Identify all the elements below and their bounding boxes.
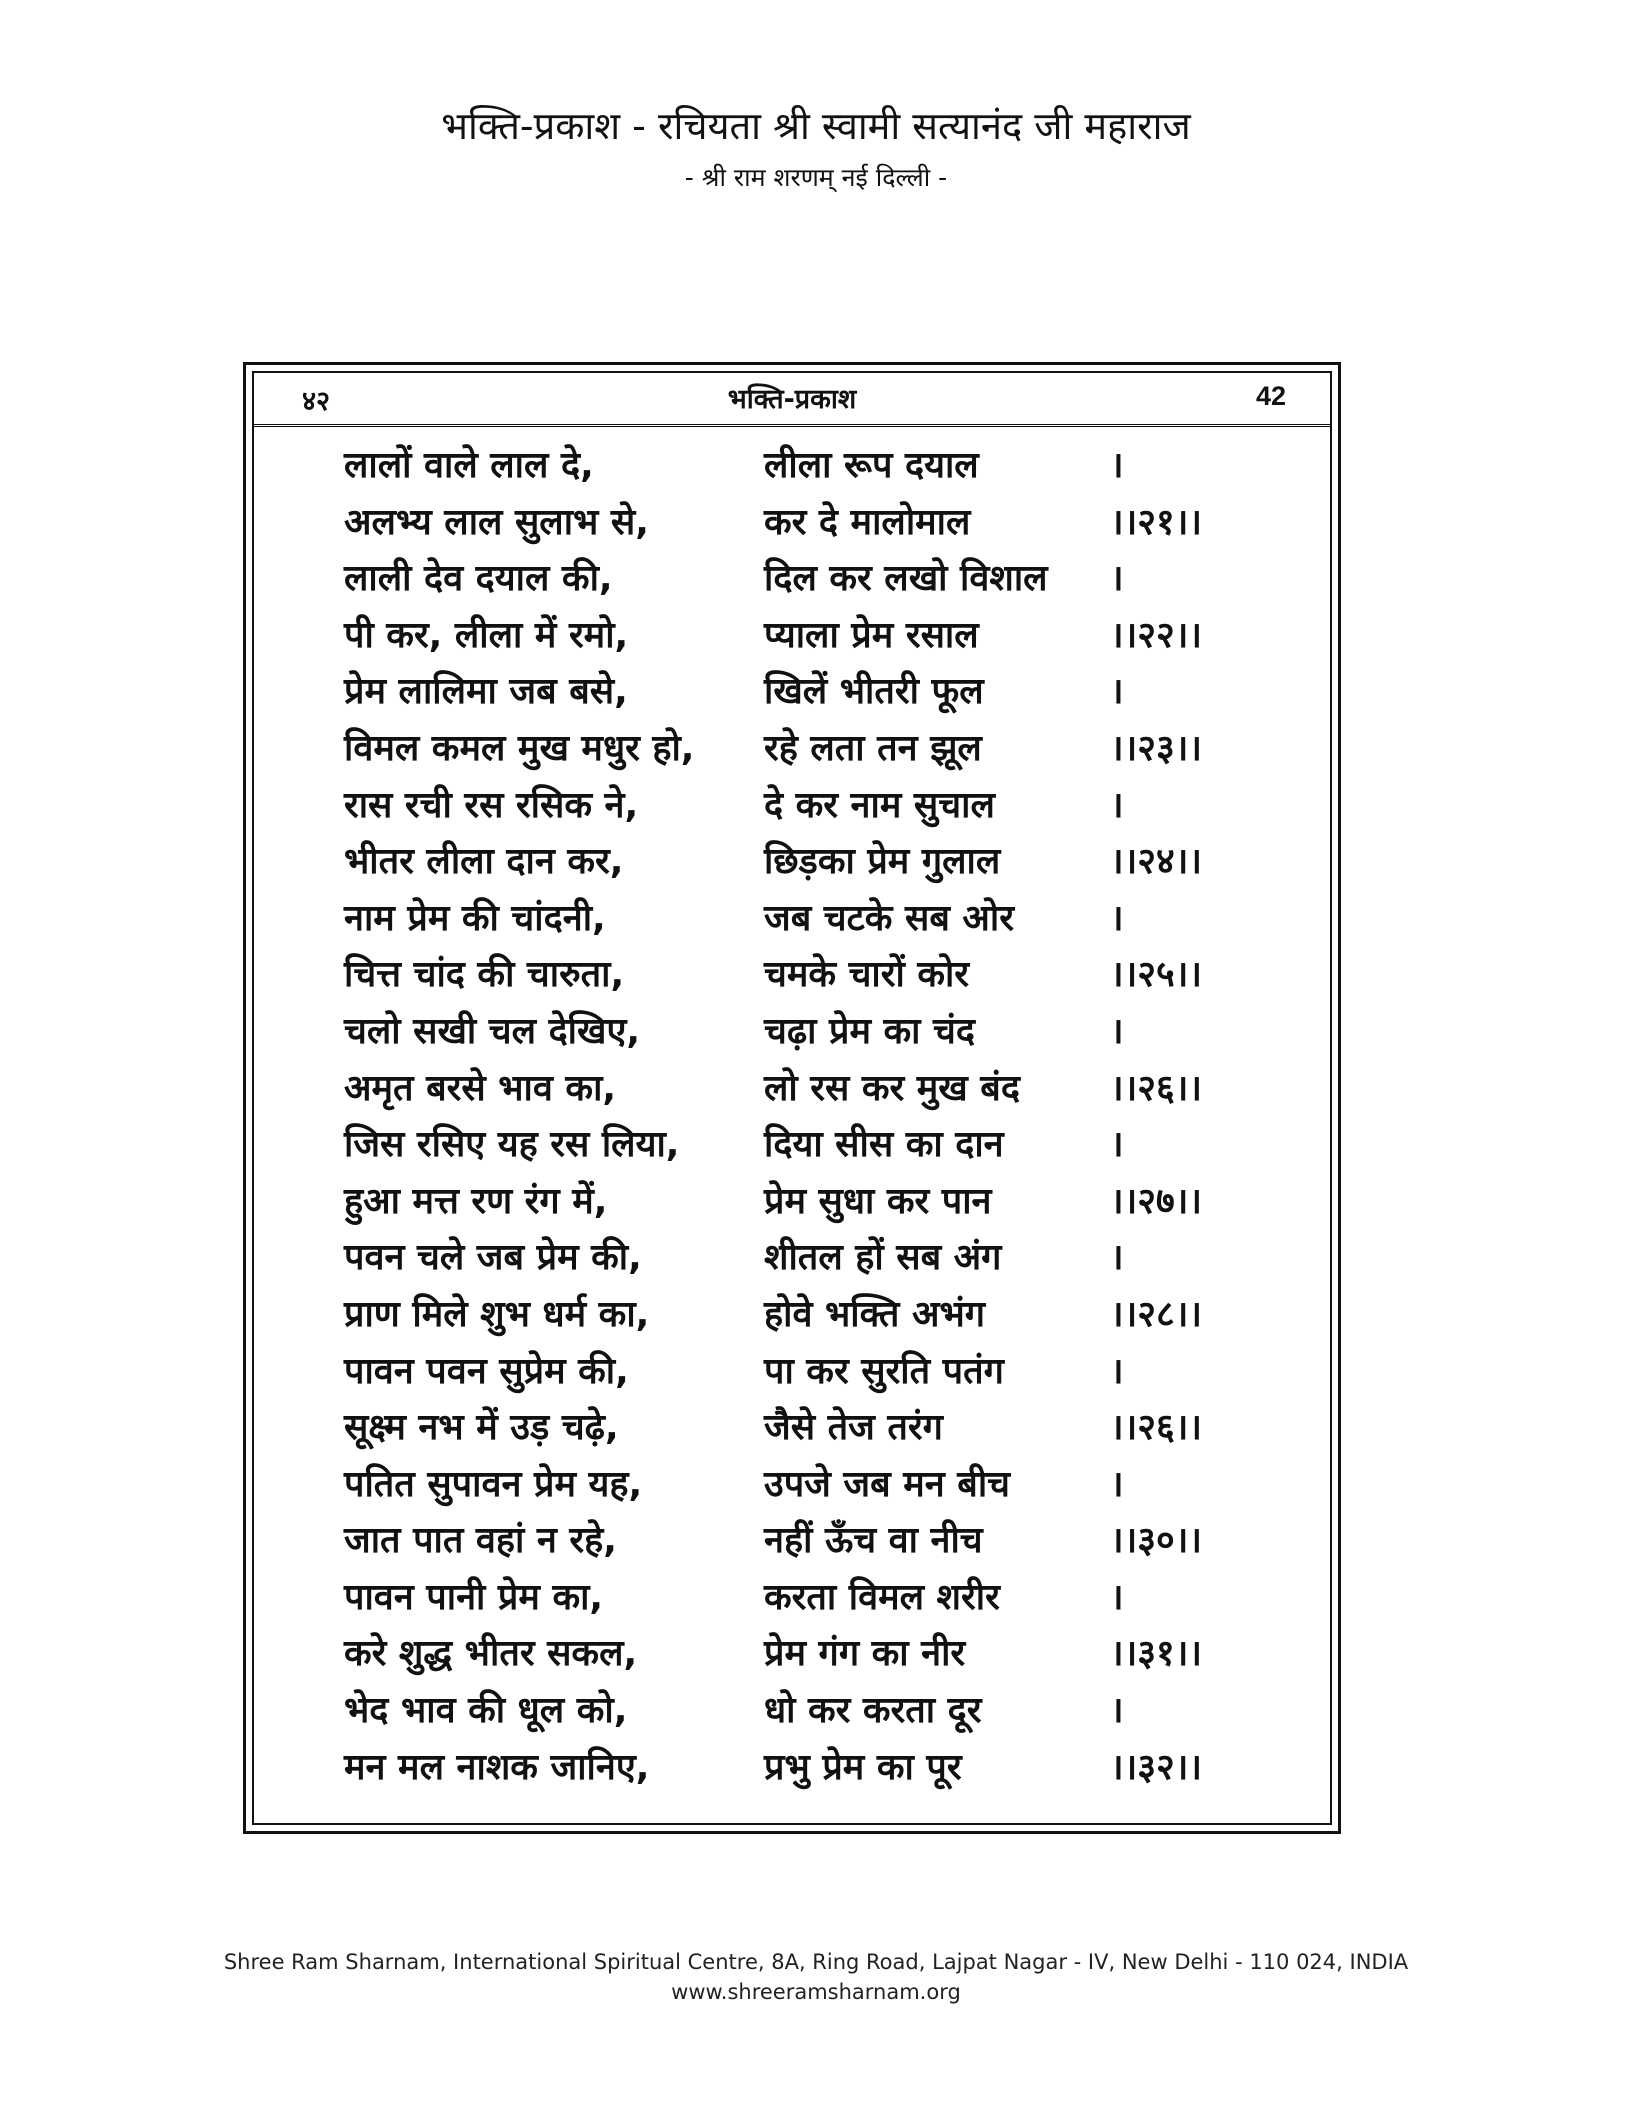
verse-number-mark: ।।३०।।: [1110, 1520, 1203, 1562]
verse-first-half: करे शुद्ध भीतर सकल,: [344, 1633, 638, 1675]
running-head: [254, 373, 1330, 427]
page-header: [0, 100, 1632, 198]
verse-second-half: जब चटके सब ओर: [764, 897, 1014, 939]
verse-line: [344, 1062, 1284, 1119]
verse-first-half: रास रची रस रसिक ने,: [344, 784, 639, 826]
verse-number-mark: ।।२६।।: [1110, 1407, 1203, 1449]
verse-line: [344, 722, 1284, 779]
page-number-arabic: 42: [1255, 381, 1286, 411]
book-page-inner: [252, 371, 1332, 1825]
verse-line: [344, 1005, 1284, 1062]
verse-second-half: नहीं ऊँच वा नीच: [764, 1520, 983, 1562]
book-page-frame: [243, 362, 1341, 1834]
verse-second-half: चढ़ा प्रेम का चंद: [764, 1010, 976, 1052]
verse-second-half: कर दे मालोमाल: [764, 501, 971, 543]
verse-line: [344, 1684, 1284, 1741]
verse-number-mark: ।: [1110, 784, 1124, 826]
footer-website: www.shreeramsharnam.org: [671, 1980, 961, 2004]
verse-first-half: जिस रसिए यह रस लिया,: [344, 1124, 680, 1166]
verse-number-mark: ।: [1110, 671, 1124, 713]
verse-second-half: पा कर सुरति पतंग: [764, 1350, 1004, 1392]
verse-line: [344, 948, 1284, 1005]
verse-line: [344, 1458, 1284, 1515]
verse-number-mark: ।: [1110, 445, 1124, 486]
verse-list: [344, 439, 1284, 1797]
header-title: भक्ति-प्रकाश - रचियता श्री स्वामी सत्यानंद जी महाराज: [441, 104, 1191, 148]
verse-first-half: विमल कमल मुख मधुर हो,: [344, 727, 695, 769]
verse-second-half: उपजे जब मन बीच: [764, 1463, 1011, 1505]
verse-line: [344, 496, 1284, 553]
verse-second-half: दिल कर लखो विशाल: [764, 558, 1048, 600]
verse-number-mark: ।।२३।।: [1110, 727, 1203, 769]
verse-first-half: पी कर, लीला में रमो,: [344, 614, 629, 656]
verse-second-half: प्याला प्रेम रसाल: [764, 614, 979, 656]
verse-second-half: खिलें भीतरी फूल: [764, 671, 984, 713]
verse-line: [344, 1401, 1284, 1458]
verse-second-half: लीला रूप दयाल: [764, 445, 979, 486]
verse-line: [344, 1175, 1284, 1232]
verse-second-half: करता विमल शरीर: [764, 1576, 1000, 1618]
verse-number-mark: ।।२५।।: [1110, 954, 1203, 996]
verse-number-mark: ।: [1110, 1576, 1124, 1618]
verse-first-half: भीतर लीला दान कर,: [344, 841, 624, 883]
verse-second-half: धो कर करता दूर: [764, 1690, 982, 1732]
verse-line: [344, 609, 1284, 666]
verse-line: [344, 779, 1284, 836]
verse-second-half: दे कर नाम सुचाल: [764, 784, 995, 826]
running-head-title: भक्ति-प्रकाश: [727, 384, 857, 415]
verse-number-mark: ।: [1110, 1124, 1124, 1166]
page-footer: [0, 1947, 1632, 2007]
verse-second-half: शीतल हों सब अंग: [764, 1237, 1002, 1279]
verse-line: [344, 835, 1284, 892]
verse-second-half: प्रेम गंग का नीर: [764, 1633, 966, 1675]
verse-line: [344, 1571, 1284, 1628]
verse-number-mark: ।।२४।।: [1110, 841, 1203, 883]
verse-first-half: सूक्ष्म नभ में उड़ चढ़े,: [344, 1407, 619, 1449]
verse-line: [344, 1288, 1284, 1345]
verse-first-half: पतित सुपावन प्रेम यह,: [344, 1463, 643, 1505]
page-number-devanagari: ४२: [302, 386, 331, 417]
verse-number-mark: ।: [1110, 1237, 1124, 1279]
verse-second-half: दिया सीस का दान: [764, 1124, 1004, 1166]
verse-first-half: चलो सखी चल देखिए,: [344, 1010, 641, 1052]
verse-number-mark: ।: [1110, 1690, 1124, 1732]
footer-address: Shree Ram Sharnam, International Spiritual Centre, 8A, Ring Road, Lajpat Nagar - IV, New Delhi - 110 024, INDIA: [223, 1950, 1409, 1974]
verse-number-mark: ।।२७।।: [1110, 1180, 1203, 1222]
verse-second-half: होवे भक्ति अभंग: [764, 1293, 986, 1335]
verse-second-half: प्रभु प्रेम का पूर: [764, 1746, 962, 1788]
verse-number-mark: ।।२२।।: [1110, 614, 1203, 656]
verse-line: [344, 892, 1284, 949]
verse-first-half: प्रेम लालिमा जब बसे,: [344, 671, 628, 713]
header-subtitle: - श्री राम शरणम् नई दिल्ली -: [684, 163, 948, 192]
verse-number-mark: ।।३१।।: [1110, 1633, 1203, 1675]
verse-number-mark: ।।२८।।: [1110, 1293, 1203, 1335]
verse-first-half: पवन चले जब प्रेम की,: [344, 1237, 642, 1279]
verse-first-half: प्राण मिले शुभ धर्म का,: [344, 1293, 650, 1335]
verse-first-half: जात पात वहां न रहे,: [344, 1520, 617, 1562]
verse-first-half: हुआ मत्त रण रंग में,: [344, 1180, 608, 1222]
verse-number-mark: ।।२१।।: [1110, 501, 1203, 543]
verse-first-half: अलभ्य लाल सुलाभ से,: [344, 501, 649, 543]
verse-line: [344, 665, 1284, 722]
verse-line: [344, 1345, 1284, 1402]
verse-first-half: पावन पवन सुप्रेम की,: [344, 1350, 629, 1392]
verse-number-mark: ।: [1110, 1350, 1124, 1392]
verse-second-half: छिड़का प्रेम गुलाल: [764, 841, 1001, 883]
verse-second-half: रहे लता तन झूल: [764, 727, 982, 769]
verse-first-half: मन मल नाशक जानिए,: [344, 1746, 650, 1788]
verse-line: [344, 1231, 1284, 1288]
verse-number-mark: ।: [1110, 1010, 1124, 1052]
verse-first-half: पावन पानी प्रेम का,: [344, 1576, 604, 1618]
verse-line: [344, 1627, 1284, 1684]
verse-second-half: प्रेम सुधा कर पान: [764, 1180, 992, 1222]
verse-line: [344, 1514, 1284, 1571]
verse-number-mark: ।: [1110, 897, 1124, 939]
verse-number-mark: ।।३२।।: [1110, 1746, 1203, 1788]
verse-number-mark: ।: [1110, 558, 1124, 600]
verse-line: [344, 439, 1284, 496]
verse-second-half: लो रस कर मुख बंद: [764, 1067, 1020, 1109]
verse-line: [344, 1741, 1284, 1798]
verse-first-half: भेद भाव की धूल को,: [344, 1690, 628, 1732]
verse-second-half: जैसे तेज तरंग: [764, 1407, 943, 1449]
verse-first-half: नाम प्रेम की चांदनी,: [344, 897, 606, 939]
verse-first-half: चित्त चांद की चारुता,: [344, 954, 625, 996]
verse-line: [344, 552, 1284, 609]
verse-second-half: चमके चारों कोर: [764, 954, 970, 996]
verse-first-half: लालों वाले लाल दे,: [344, 445, 594, 486]
verse-number-mark: ।: [1110, 1463, 1124, 1505]
verse-first-half: अमृत बरसे भाव का,: [344, 1067, 617, 1109]
verse-number-mark: ।।२६।।: [1110, 1067, 1203, 1109]
verse-line: [344, 1118, 1284, 1175]
verse-first-half: लाली देव दयाल की,: [344, 558, 613, 600]
